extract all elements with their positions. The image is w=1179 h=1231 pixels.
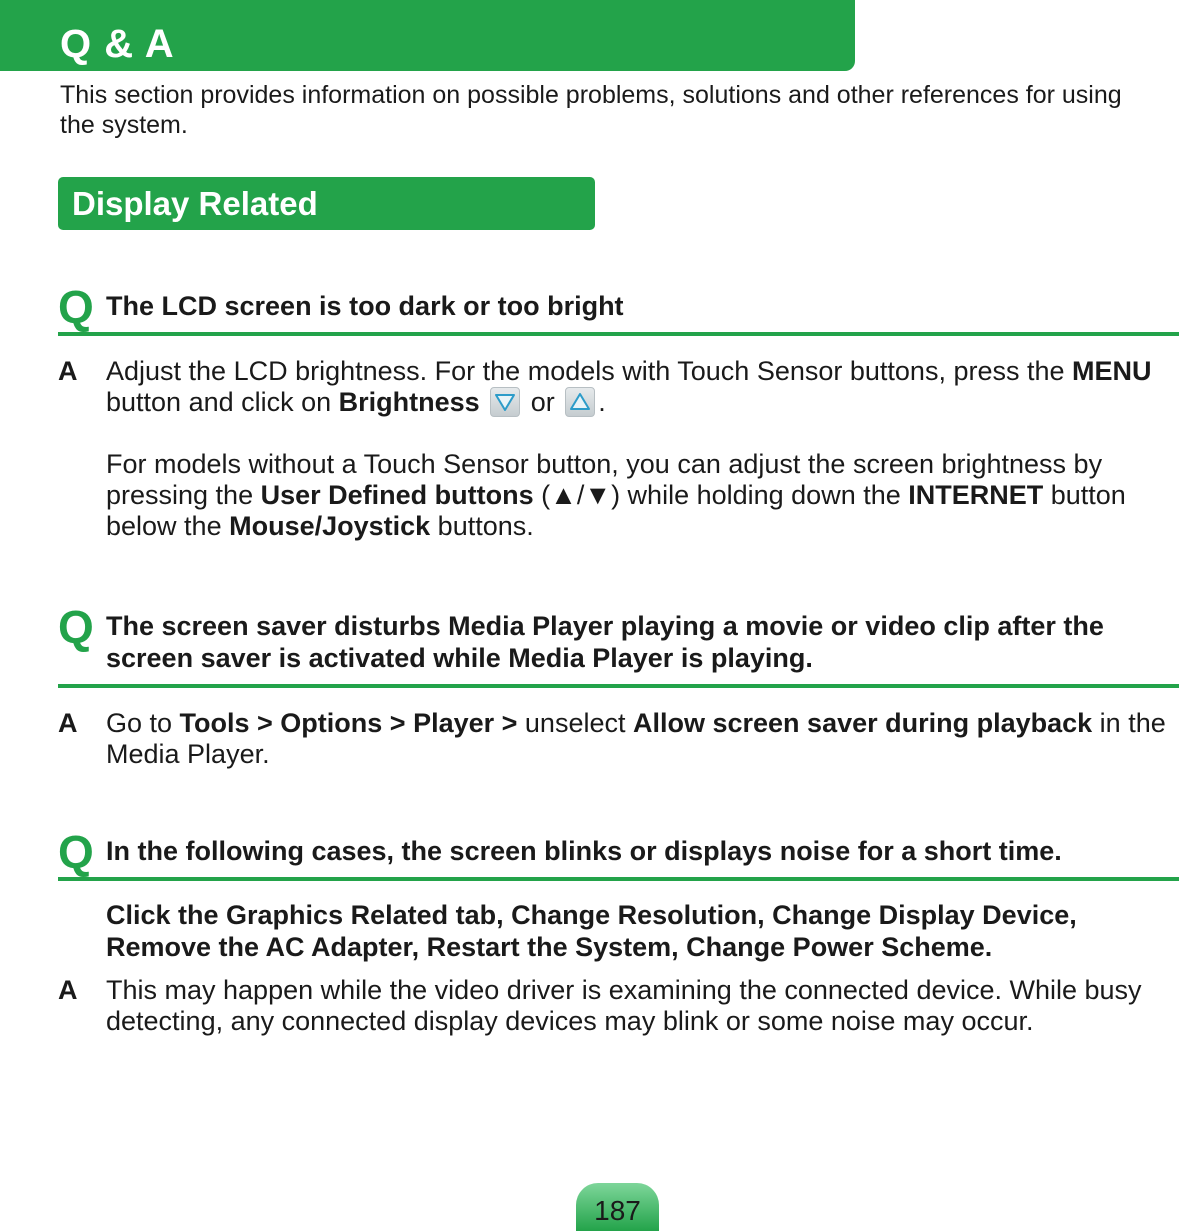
answer-text: . [598, 387, 606, 417]
question-text: In the following cases, the screen blinks or displays noise for a short time. [106, 836, 1062, 866]
section-title: Display Related [72, 185, 318, 222]
menu-button-label: MENU [1072, 356, 1152, 386]
qa-item-screen-blinks [58, 826, 1179, 1037]
internet-button-label: INTERNET [908, 480, 1044, 510]
menu-path-label: Tools > Options > Player > [179, 708, 518, 738]
a-mark: A [58, 975, 78, 1005]
answer-row [58, 975, 1179, 1037]
answer-text: Go to [106, 708, 180, 738]
answer-row [58, 356, 1179, 542]
option-label: Allow screen saver during playback [632, 708, 1093, 738]
answer-row [58, 708, 1179, 770]
page-number-tab [576, 1183, 659, 1231]
answer-paragraph [106, 356, 1179, 418]
answer-text: button below the [106, 480, 1126, 541]
answer-text: (▲/▼) while holding down the [533, 480, 909, 510]
intro-text: This section provides information on possible problems, solutions and other references for using the system. [60, 81, 1122, 139]
answer-paragraph [106, 708, 1179, 770]
question-text: The screen saver disturbs Media Player playing a movie or video clip after the screen saver is activated while Media Player is playing. [106, 611, 1104, 673]
qa-item-screen-saver [58, 601, 1179, 770]
up-triangle-icon [565, 387, 595, 417]
answer-paragraph [106, 449, 1179, 542]
answer-text: button and click on [106, 387, 339, 417]
section-heading-bar [58, 177, 595, 230]
q-mark: Q [58, 601, 94, 653]
page-title: Q & A [60, 22, 175, 66]
down-triangle-icon [490, 387, 520, 417]
answer-text: in the Media Player. [106, 708, 1166, 769]
answer-text: or [523, 387, 563, 417]
user-defined-buttons-label: User Defined buttons [260, 480, 534, 510]
answer-text: Adjust the LCD brightness. For the models with Touch Sensor buttons, press the [106, 356, 1073, 386]
q-mark: Q [58, 826, 94, 878]
question-row [58, 826, 1179, 881]
brightness-label: Brightness [338, 387, 480, 417]
answer-text: unselect [517, 708, 633, 738]
question-text: The LCD screen is too dark or too bright [106, 291, 624, 321]
question-row [58, 601, 1179, 688]
page-number: 187 [594, 1195, 641, 1226]
answer-text: For models without a Touch Sensor button, you can adjust the screen brightness by pressing the [106, 449, 1103, 510]
header-bar [0, 0, 855, 71]
a-mark: A [58, 708, 78, 738]
q-mark: Q [58, 281, 94, 333]
qa-item-lcd-brightness [58, 281, 1179, 542]
question-cases-text: Click the Graphics Related tab, Change Resolution, Change Display Device, Remove the AC Adapter, Restart the System, Change Power Scheme. [106, 900, 1077, 962]
answer-text: buttons. [430, 511, 534, 541]
mouse-joystick-label: Mouse/Joystick [229, 511, 431, 541]
answer-text: This may happen while the video driver is examining the connected device. While busy detecting, any connected display devices may blink or some noise may occur. [106, 975, 1142, 1036]
question-row [58, 281, 1179, 336]
a-mark: A [58, 356, 78, 386]
